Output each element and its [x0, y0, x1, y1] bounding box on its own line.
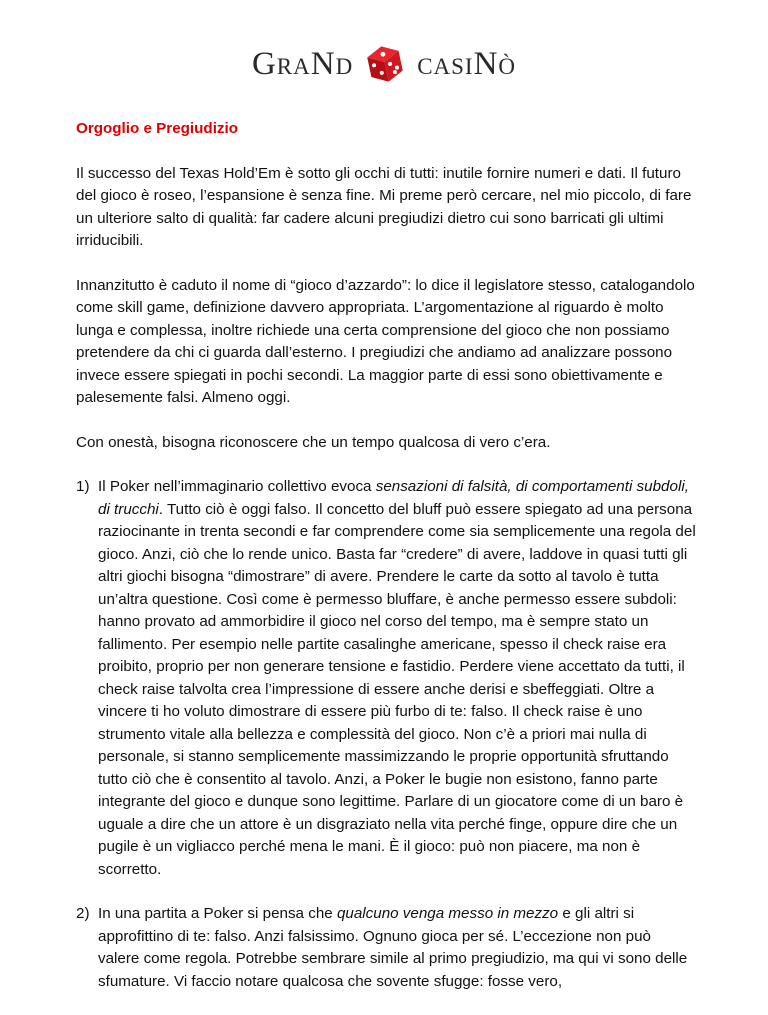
list-item [76, 476, 696, 881]
logo-right-word: casiNò [417, 45, 517, 82]
list-item [76, 903, 696, 993]
document-body [76, 118, 696, 1015]
list-text-italic: qualcuno venga messo in mezzo [336, 905, 559, 922]
list-text-before: In una partita a Poker si pensa che [98, 905, 337, 922]
list-text-before: Il Poker nell’immaginario collettivo evoca [98, 478, 376, 495]
casino-logo [0, 38, 768, 90]
document-title: Orgoglio e Pregiudizio [76, 120, 239, 137]
logo-left-word: GraNd [251, 45, 354, 82]
paragraph-1: Il successo del Texas Hold’Em è sotto gli occhi di tutti: inutile fornire numeri e dati. Il futuro del gioco è roseo, l’espansione è senza fine. Mi preme però cercare, nel mio piccolo, di fare un ulteriore salto di qualità: far cadere alcuni pregiudizi dietro cui sono barricati gli ultimi irriducibili. [76, 164, 692, 249]
list-text-after: . Tutto ciò è oggi falso. Il concetto del bluff può essere spiegato ad una persona raziocinante in trenta secondi e far comprendere come sia semplicemente una regola del gioco. Anzi, ciò che lo rende unico. Basta far “credere” di avere, laddove in quasi tutti gli altri giochi bisogna “dimostrare” di avere. Prendere le carte da sotto al tavolo è tutta un’altra questione. Così come è permesso bluffare, è anche permesso essere subdoli: hanno provato ad ammorbidire il gioco nel corso del tempo, ma è sempre stato un fallimento. Per esempio nelle partite casalinghe americane, spesso il check raise era proibito, proprio per non generare tensione e fastidio. Perdere viene accettato da tutti, il check raise talvolta crea l’impressione di essere anche derisi e sbeffeggiati. Oltre a vincere ti ho voluto dimostrare di essere più furbo di te: falso. Il check raise è uno strumento vitale alla bellezza e complessità del gioco. Non c’è a priori mai nulla di personale, si stanno semplicemente massimizzando le proprie opportunità sfruttando tutto ciò che è consentito al tavolo. Anzi, a Poker le bugie non esistono, fanno parte integrante del gioco e dunque sono legittime. Parlare di un giocatore come di un baro è uguale a dire che un attore è un disgraziato nella vita perché finge, oppure dire che un pugile è un vigliacco perché mena le mani. È il gioco: può non piacere, ma non è scorretto. [98, 500, 696, 878]
list-number: 2) [76, 905, 90, 922]
dice-icon [359, 38, 411, 90]
list-text-italic: sensazioni di falsità, di comportamenti subdoli, di trucchi [98, 478, 689, 518]
paragraph-2: Innanzitutto è caduto il nome di “gioco d’azzardo”: lo dice il legislatore stesso, catalogandolo come skill game, definizione davvero appropriata. L’argomentazione al riguardo è molto lunga e complessa, inoltre richiede una certa comprensione del gioco che non possiamo pretendere da chi ci guarda dall’esterno. I pregiudizi che andiamo ad analizzare possono invece essere spiegati in pochi secondi. La maggior parte di essi sono obiettivamente e palesemente falsi. Almeno oggi. [76, 276, 695, 406]
prejudice-list [76, 476, 696, 993]
list-number: 1) [76, 478, 90, 495]
list-text-after: e gli altri si approfittino di te: falso. Anzi falsissimo. Ognuno gioca per sé. L’eccezione non può valere come regola. Potrebbe sembrare simile al primo pregiudizio, ma qui vi sono delle sfumature. Vi faccio notare qualcosa che sovente sfugge: fosse vero, [98, 905, 688, 990]
paragraph-3: Con onestà, bisogna riconoscere che un tempo qualcosa di vero c’era. [76, 433, 551, 451]
